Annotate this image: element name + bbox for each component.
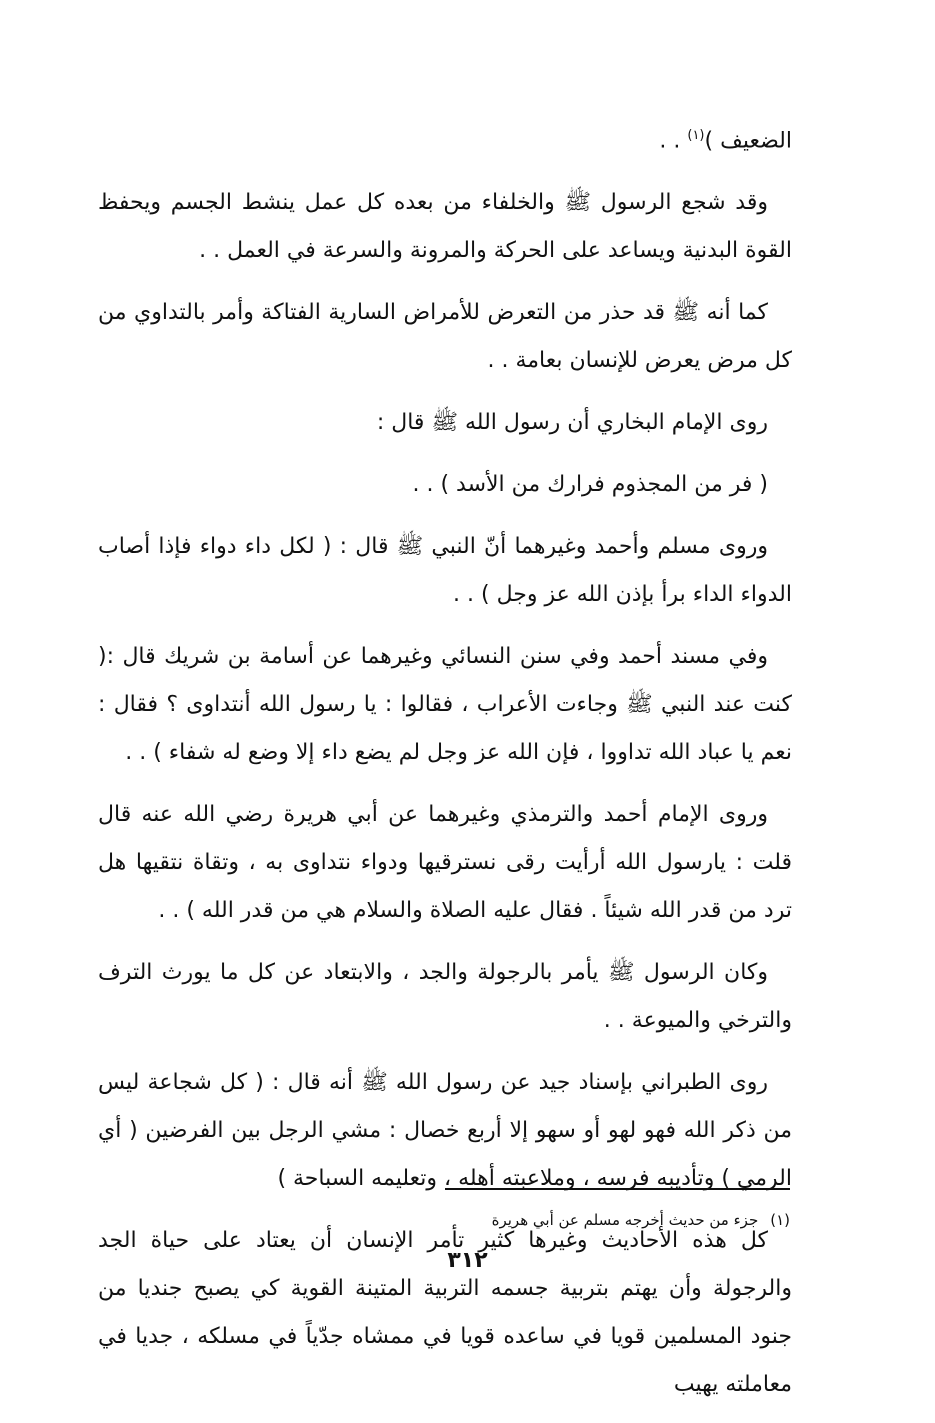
paragraph: روى الطبراني بإسناد جيد عن رسول الله ﷺ أنه قال : ( كل شجاعة ليس من ذكر الله فهو لهو أو سهو إلا أربع خصال : مشي الرجل بين الفرضين ( أي الرمي ) وتأديبه فرسه ، وملاعبته أهله ، وتعليمه السباحة ) [98, 1070, 792, 1192]
footnote-divider [445, 1188, 790, 1190]
paragraph: وروى الإمام أحمد والترمذي وغيرهما عن أبي هريرة رضي الله عنه قال قلت : يارسول الله أرأيت رقى نسترقيها ودواء نتداوى به ، وتقاة نتقيها هل ترد من قدر الله شيئاً . فقال عليه الصلاة والسلام هي من قدر الله ) . . [98, 802, 792, 924]
paragraph: وقد شجع الرسول ﷺ والخلفاء من بعده كل عمل ينشط الجسم ويحفظ القوة البدنية ويساعد على الحركة والمرونة والسرعة في العمل . . [98, 190, 792, 264]
hadith-quote: ( فر من المجذوم فرارك من الأسد ) . . [412, 472, 768, 498]
paragraph-tail: . . [659, 128, 688, 154]
paragraph: كل هذه الأحاديث وغيرها كثير تأمر الإنسان أن يعتاد على حياة الجد والرجولة وأن يهتم بتربية جسمه التربية المتينة القوية كي يصبح جنديا من جنود المسلمين قويا في ساعده قويا في ممشاه جدّياً في مسلكه ، جديا في معاملته يهيب [98, 1228, 792, 1398]
page-number: ٣١٢ [447, 1248, 488, 1273]
paragraph-continuation [98, 112, 792, 165]
paragraph: كما أنه ﷺ قد حذر من التعرض للأمراض السارية الفتاكة وأمر بالتداوي من كل مرض يعرض للإنسان بعامة . . [98, 300, 792, 374]
paragraph: روى الإمام البخاري أن رسول الله ﷺ قال : [376, 410, 768, 436]
paragraph: وفي مسند أحمد وفي سنن النسائي وغيرهما عن أسامة بن شريك قال :( كنت عند النبي ﷺ وجاءت الأعراب ، فقالوا : يا رسول الله أنتداوى ؟ فقال : نعم يا عباد الله تداووا ، فإن الله عز وجل لم يضع داء إلا وضع له شفاء ) . . [98, 644, 792, 766]
paragraph: وروى مسلم وأحمد وغيرهما أنّ النبي ﷺ قال : ( لكل داء دواء فإذا أصاب الدواء الداء برأ بإذن الله عز وجل ) . . [98, 534, 792, 608]
footnote-reference: (١) [687, 128, 705, 143]
footnote-text: جزء من حديث أخرجه مسلم عن أبي هريرة [491, 1211, 759, 1229]
paragraph: وكان الرسول ﷺ يأمر بالرجولة والجد ، والابتعاد عن كل ما يورث الترف والترخي والميوعة . . [98, 960, 792, 1034]
paragraph-text: الضعيف ) [704, 128, 792, 154]
footnote [290, 1208, 790, 1232]
footnote-number: (١) [770, 1211, 790, 1229]
